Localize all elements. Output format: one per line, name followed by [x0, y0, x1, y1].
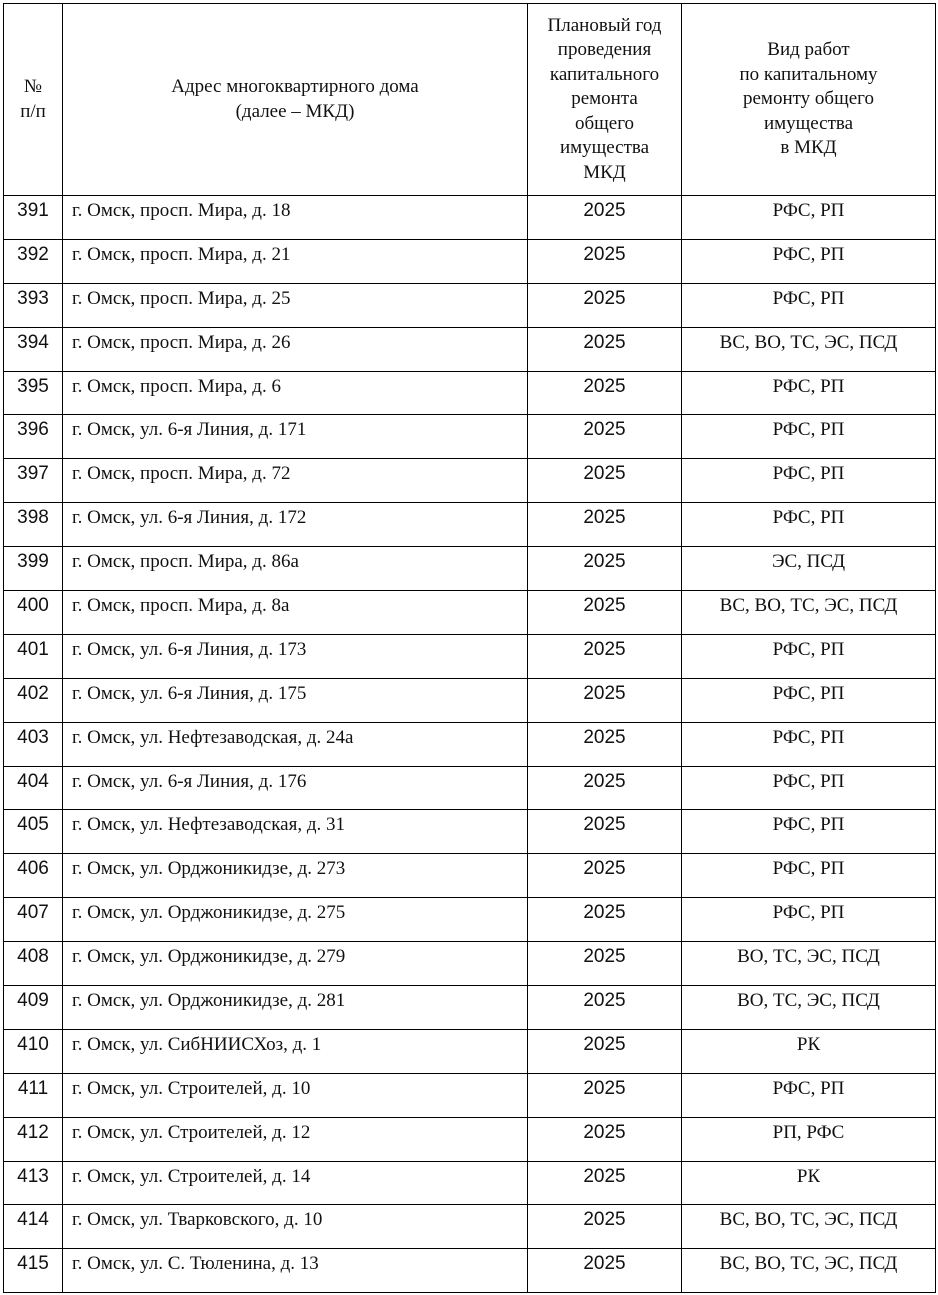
row-work-type: РФС, РП — [682, 810, 936, 854]
row-work-type: РФС, РП — [682, 766, 936, 810]
row-year: 2025 — [528, 942, 682, 986]
row-year: 2025 — [528, 503, 682, 547]
table-row — [4, 415, 936, 459]
table-row — [4, 283, 936, 327]
row-number: 406 — [4, 854, 63, 898]
table-row — [4, 196, 936, 240]
row-address: г. Омск, просп. Мира, д. 18 — [63, 196, 528, 240]
row-address: г. Омск, просп. Мира, д. 86а — [63, 547, 528, 591]
row-address: г. Омск, ул. Нефтезаводская, д. 24а — [63, 722, 528, 766]
row-year: 2025 — [528, 239, 682, 283]
row-number: 404 — [4, 766, 63, 810]
row-number: 394 — [4, 327, 63, 371]
row-number: 401 — [4, 634, 63, 678]
table-row — [4, 459, 936, 503]
row-address: г. Омск, просп. Мира, д. 26 — [63, 327, 528, 371]
row-work-type: ВО, ТС, ЭС, ПСД — [682, 942, 936, 986]
row-work-type: РФС, РП — [682, 854, 936, 898]
row-number: 407 — [4, 898, 63, 942]
row-number: 396 — [4, 415, 63, 459]
row-year: 2025 — [528, 1073, 682, 1117]
row-address: г. Омск, ул. 6-я Линия, д. 171 — [63, 415, 528, 459]
row-address: г. Омск, ул. 6-я Линия, д. 173 — [63, 634, 528, 678]
row-address: г. Омск, ул. СибНИИСХоз, д. 1 — [63, 1029, 528, 1073]
row-number: 395 — [4, 371, 63, 415]
row-work-type: РФС, РП — [682, 283, 936, 327]
row-number: 409 — [4, 986, 63, 1030]
row-year: 2025 — [528, 327, 682, 371]
table-row — [4, 678, 936, 722]
header-address: Адрес многоквартирного дома (далее – МКД) — [63, 4, 528, 196]
row-work-type: ЭС, ПСД — [682, 547, 936, 591]
row-work-type: РФС, РП — [682, 898, 936, 942]
row-year: 2025 — [528, 722, 682, 766]
row-address: г. Омск, ул. Орджоникидзе, д. 273 — [63, 854, 528, 898]
row-year: 2025 — [528, 898, 682, 942]
row-year: 2025 — [528, 1161, 682, 1205]
table-row — [4, 1161, 936, 1205]
row-number: 415 — [4, 1249, 63, 1293]
row-year: 2025 — [528, 1029, 682, 1073]
table-row — [4, 503, 936, 547]
header-year: Плановый год проведения капитального ремонта общего имущества МКД — [528, 4, 682, 196]
table-row — [4, 634, 936, 678]
table-row — [4, 591, 936, 635]
row-work-type: РК — [682, 1161, 936, 1205]
row-address: г. Омск, ул. 6-я Линия, д. 172 — [63, 503, 528, 547]
row-address: г. Омск, просп. Мира, д. 72 — [63, 459, 528, 503]
table-row — [4, 1073, 936, 1117]
row-number: 391 — [4, 196, 63, 240]
row-year: 2025 — [528, 1117, 682, 1161]
row-work-type: РФС, РП — [682, 415, 936, 459]
table-row — [4, 942, 936, 986]
row-work-type: РФС, РП — [682, 371, 936, 415]
row-work-type: РФС, РП — [682, 722, 936, 766]
table-row — [4, 854, 936, 898]
row-work-type: РФС, РП — [682, 678, 936, 722]
row-number: 410 — [4, 1029, 63, 1073]
header-num: № п/п — [4, 4, 63, 196]
row-work-type: РФС, РП — [682, 503, 936, 547]
row-address: г. Омск, просп. Мира, д. 21 — [63, 239, 528, 283]
row-number: 413 — [4, 1161, 63, 1205]
row-number: 399 — [4, 547, 63, 591]
row-work-type: РФС, РП — [682, 239, 936, 283]
row-address: г. Омск, ул. Тварковского, д. 10 — [63, 1205, 528, 1249]
row-number: 392 — [4, 239, 63, 283]
table-row — [4, 547, 936, 591]
row-address: г. Омск, ул. Строителей, д. 12 — [63, 1117, 528, 1161]
table-row — [4, 1117, 936, 1161]
row-number: 403 — [4, 722, 63, 766]
header-work-type: Вид работ по капитальному ремонту общего имущества в МКД — [682, 4, 936, 196]
row-number: 411 — [4, 1073, 63, 1117]
table-row — [4, 1205, 936, 1249]
table-row — [4, 986, 936, 1030]
row-address: г. Омск, просп. Мира, д. 25 — [63, 283, 528, 327]
row-year: 2025 — [528, 547, 682, 591]
table-row — [4, 327, 936, 371]
row-address: г. Омск, ул. С. Тюленина, д. 13 — [63, 1249, 528, 1293]
row-number: 408 — [4, 942, 63, 986]
row-address: г. Омск, ул. Орджоникидзе, д. 281 — [63, 986, 528, 1030]
row-number: 414 — [4, 1205, 63, 1249]
table-row — [4, 371, 936, 415]
row-year: 2025 — [528, 986, 682, 1030]
row-work-type: ВС, ВО, ТС, ЭС, ПСД — [682, 1205, 936, 1249]
row-address: г. Омск, ул. Строителей, д. 14 — [63, 1161, 528, 1205]
row-number: 400 — [4, 591, 63, 635]
table-row — [4, 766, 936, 810]
row-work-type: РП, РФС — [682, 1117, 936, 1161]
table-row — [4, 1029, 936, 1073]
table-header-row — [4, 4, 936, 196]
row-number: 398 — [4, 503, 63, 547]
row-address: г. Омск, ул. 6-я Линия, д. 175 — [63, 678, 528, 722]
table-row — [4, 810, 936, 854]
row-year: 2025 — [528, 810, 682, 854]
row-number: 405 — [4, 810, 63, 854]
row-year: 2025 — [528, 634, 682, 678]
row-work-type: ВС, ВО, ТС, ЭС, ПСД — [682, 327, 936, 371]
table-row — [4, 1249, 936, 1293]
row-address: г. Омск, ул. Строителей, д. 10 — [63, 1073, 528, 1117]
row-work-type: ВО, ТС, ЭС, ПСД — [682, 986, 936, 1030]
table-row — [4, 239, 936, 283]
row-address: г. Омск, ул. Орджоникидзе, д. 279 — [63, 942, 528, 986]
table-row — [4, 722, 936, 766]
row-year: 2025 — [528, 283, 682, 327]
table-row — [4, 898, 936, 942]
row-number: 412 — [4, 1117, 63, 1161]
row-work-type: РФС, РП — [682, 196, 936, 240]
row-year: 2025 — [528, 678, 682, 722]
row-work-type: РФС, РП — [682, 1073, 936, 1117]
row-work-type: ВС, ВО, ТС, ЭС, ПСД — [682, 1249, 936, 1293]
row-work-type: РФС, РП — [682, 634, 936, 678]
row-work-type: РФС, РП — [682, 459, 936, 503]
row-year: 2025 — [528, 1205, 682, 1249]
row-year: 2025 — [528, 196, 682, 240]
row-number: 402 — [4, 678, 63, 722]
row-work-type: РК — [682, 1029, 936, 1073]
row-year: 2025 — [528, 1249, 682, 1293]
row-work-type: ВС, ВО, ТС, ЭС, ПСД — [682, 591, 936, 635]
row-address: г. Омск, ул. Нефтезаводская, д. 31 — [63, 810, 528, 854]
row-address: г. Омск, ул. Орджоникидзе, д. 275 — [63, 898, 528, 942]
row-year: 2025 — [528, 459, 682, 503]
row-year: 2025 — [528, 854, 682, 898]
row-year: 2025 — [528, 415, 682, 459]
row-year: 2025 — [528, 371, 682, 415]
row-address: г. Омск, просп. Мира, д. 8а — [63, 591, 528, 635]
row-address: г. Омск, просп. Мира, д. 6 — [63, 371, 528, 415]
repair-plan-table — [3, 3, 936, 1293]
row-number: 393 — [4, 283, 63, 327]
row-year: 2025 — [528, 591, 682, 635]
row-year: 2025 — [528, 766, 682, 810]
row-address: г. Омск, ул. 6-я Линия, д. 176 — [63, 766, 528, 810]
row-number: 397 — [4, 459, 63, 503]
